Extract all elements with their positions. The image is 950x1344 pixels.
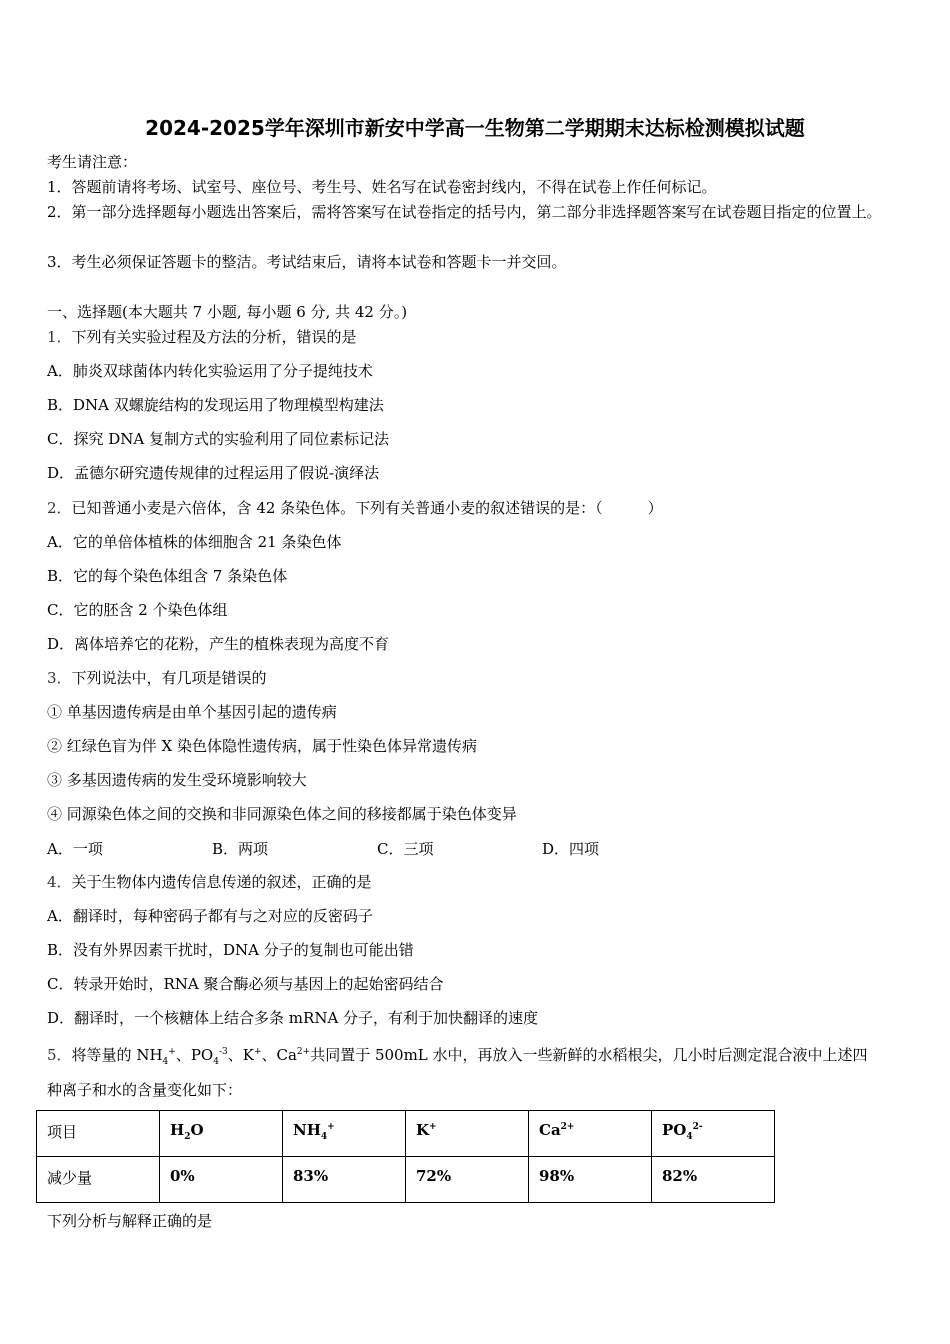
ion-table: [36, 1110, 775, 1203]
q4-option-b: B．没有外界因素干扰时，DNA 分子的复制也可能出错: [47, 941, 414, 959]
q3-statement-2: ② 红绿色盲为伴 X 染色体隐性遗传病，属于性染色体异常遗传病: [47, 737, 477, 755]
table-header-cell: 项目: [37, 1111, 160, 1157]
question-number: 3．: [47, 669, 72, 687]
q1-option-a: A．肺炎双球菌体内转化实验运用了分子提纯技术: [47, 362, 373, 380]
page-title: 2024-2025学年深圳市新安中学高一生物第二学期期末达标检测模拟试题: [145, 116, 805, 140]
q3-option-b: B．两项: [212, 840, 269, 858]
table-header-row: [37, 1111, 775, 1157]
q3-statement-3: ③ 多基因遗传病的发生受环境影响较大: [47, 771, 307, 789]
notice-item-1: 1．答题前请将考场、试室号、座位号、考生号、姓名写在试卷密封线内，不得在试卷上作任何标记。: [47, 178, 717, 196]
table-header-cell: $PO_4^{2-}$: [652, 1111, 775, 1157]
table-row: [37, 1157, 775, 1203]
q2-option-b: B．它的每个染色体组含 7 条染色体: [47, 567, 288, 585]
table-cell: 82%: [652, 1157, 775, 1203]
question-stem: 已知普通小麦是六倍体，含 42 条染色体。下列有关普通小麦的叙述错误的是：（ ）: [71, 499, 663, 517]
q1-option-b: B．DNA 双螺旋结构的发现运用了物理模型构建法: [47, 396, 384, 414]
question-stem: 下列说法中，有几项是错误的: [71, 669, 267, 687]
question-4: [47, 872, 372, 892]
section-heading: 一、选择题(本大题共 7 小题, 每小题 6 分, 共 42 分。): [47, 303, 408, 321]
q3-statement-1: ① 单基因遗传病是由单个基因引起的遗传病: [47, 703, 337, 721]
table-cell: 减少量: [37, 1157, 160, 1203]
q2-option-c: C．它的胚含 2 个染色体组: [47, 601, 228, 619]
question-number: 2．: [47, 499, 72, 517]
q3-option-c: C．三项: [377, 840, 434, 858]
table-cell: 0%: [160, 1157, 283, 1203]
table-header-cell: $NH_4^+$: [283, 1111, 406, 1157]
question-number: 4．: [47, 873, 72, 891]
question-2: [47, 498, 663, 518]
table-cell: 98%: [529, 1157, 652, 1203]
table-cell: 83%: [283, 1157, 406, 1203]
question-3: [47, 668, 267, 688]
q4-option-d: D．翻译时，一个核糖体上结合多条 mRNA 分子，有利于加快翻译的速度: [47, 1009, 539, 1027]
q3-option-d: D．四项: [542, 840, 600, 858]
notice-item-3: 3．考生必须保证答题卡的整洁。考试结束后，请将本试卷和答题卡一并交回。: [47, 253, 567, 271]
question-number: 5．: [47, 1046, 72, 1064]
question-number: 1．: [47, 328, 72, 346]
notice-heading: 考生请注意：: [47, 153, 138, 171]
q2-option-d: D．离体培养它的花粉，产生的植株表现为高度不育: [47, 635, 390, 653]
q4-option-a: A．翻译时，每种密码子都有与之对应的反密码子: [47, 907, 373, 925]
notice-item-2: 2．第一部分选择题每小题选出答案后，需将答案写在试卷指定的括号内，第二部分非选择题答案写在试卷题目指定的位置上。: [47, 203, 882, 221]
q2-option-a: A．它的单倍体植株的体细胞含 21 条染色体: [47, 533, 342, 551]
question-1: [47, 327, 357, 347]
table-header-cell: K+: [406, 1111, 529, 1157]
table-cell: 72%: [406, 1157, 529, 1203]
q1-option-d: D．孟德尔研究遗传规律的过程运用了假说-演绎法: [47, 464, 380, 482]
question-5-cont: 种离子和水的含量变化如下：: [47, 1081, 243, 1099]
q3-options: [47, 838, 747, 858]
table-header-cell: $Ca^{2+}$: [529, 1111, 652, 1157]
table-header-cell: $H_2O$: [160, 1111, 283, 1157]
q4-option-c: C．转录开始时，RNA 聚合酶必须与基因上的起始密码结合: [47, 975, 444, 993]
q1-option-c: C．探究 DNA 复制方式的实验利用了同位素标记法: [47, 430, 389, 448]
q3-option-a: A．一项: [47, 840, 103, 858]
question-stem: 下列有关实验过程及方法的分析，错误的是: [71, 328, 357, 346]
question-5: 5．将等量的 $NH_4^+$、$PO_4^{-3}$、K+、$Ca^{2+}$共同置于 500mL 水中，再放入一些新鲜的水稻根尖，几小时后测定混合液中上述四: [47, 1046, 868, 1067]
question-stem: 关于生物体内遗传信息传递的叙述，正确的是: [71, 873, 372, 891]
question-5-followup: 下列分析与解释正确的是: [47, 1212, 213, 1230]
q3-statement-4: ④ 同源染色体之间的交换和非同源染色体之间的移接都属于染色体变异: [47, 805, 517, 823]
